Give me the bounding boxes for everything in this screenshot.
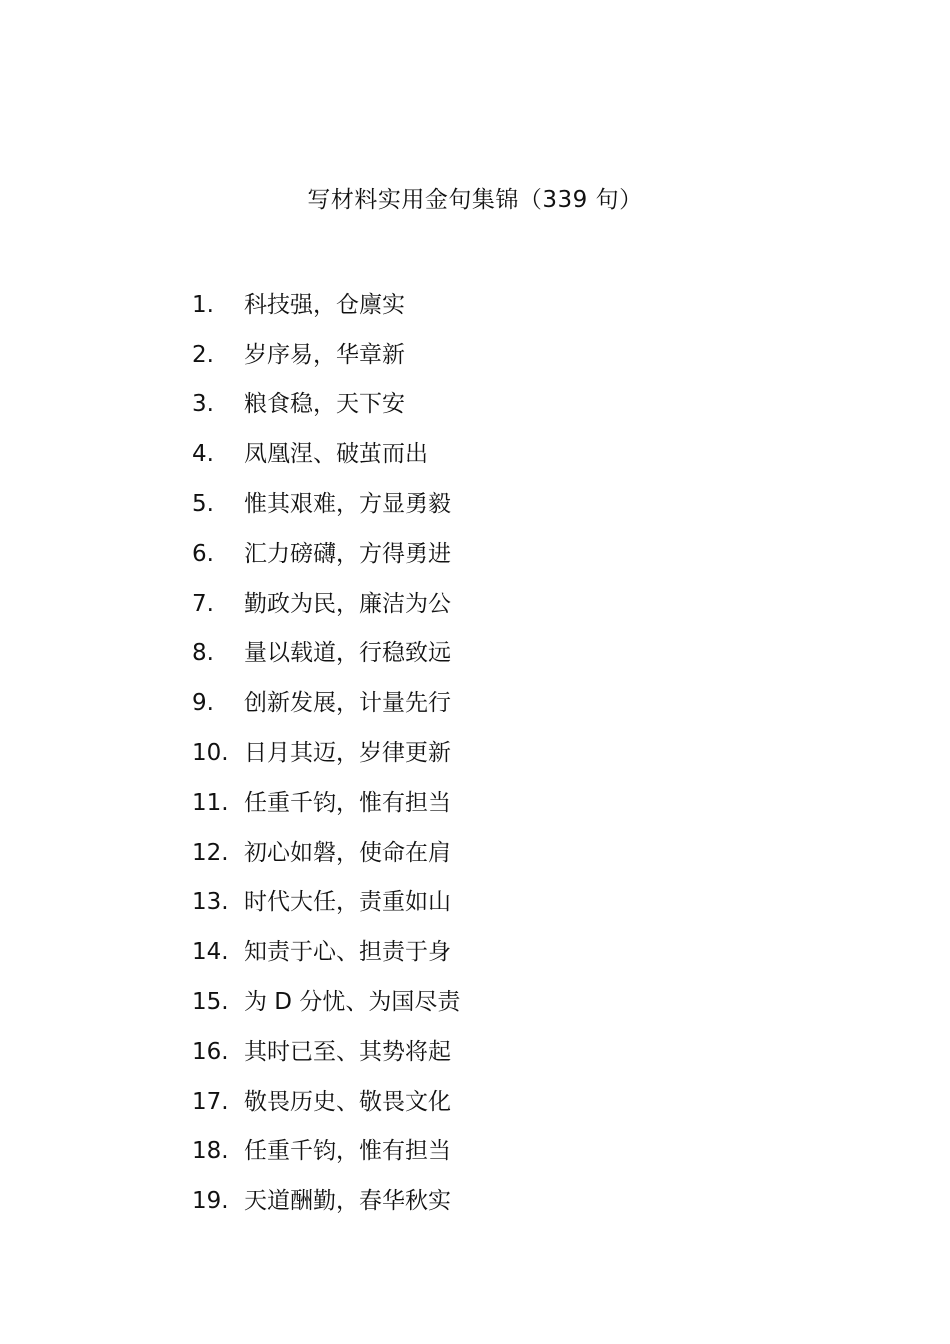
list-item <box>192 529 460 579</box>
list-item <box>192 429 460 479</box>
list-item <box>192 977 460 1027</box>
item-text: 日月其迈，岁律更新 <box>244 740 451 767</box>
item-text: 岁序易，华章新 <box>244 341 405 368</box>
item-number: 6. <box>192 540 214 567</box>
item-text: 其时已至、其势将起 <box>244 1038 451 1065</box>
item-text: 为 D 分忧、为国尽责 <box>244 989 461 1016</box>
item-text: 时代大任，责重如山 <box>244 889 451 916</box>
list-item <box>192 828 460 878</box>
item-number: 4. <box>192 441 214 468</box>
item-text: 汇力磅礴，方得勇进 <box>244 540 451 567</box>
item-number: 19. <box>192 1188 229 1215</box>
item-number: 15. <box>192 989 229 1016</box>
list-item <box>192 629 460 679</box>
item-number: 11. <box>192 789 229 816</box>
item-text: 凤凰涅、破茧而出 <box>244 441 428 468</box>
item-text: 创新发展，计量先行 <box>244 690 451 717</box>
item-text: 粮食稳，天下安 <box>244 391 405 418</box>
item-text: 天道酬勤，春华秋实 <box>244 1188 451 1215</box>
item-number: 16. <box>192 1038 229 1065</box>
list-item <box>192 1127 460 1177</box>
list-item <box>192 579 460 629</box>
item-text: 惟其艰难，方显勇毅 <box>244 491 451 518</box>
item-text: 知责于心、担责于身 <box>244 939 451 966</box>
phrase-list <box>192 280 460 1226</box>
list-item <box>192 927 460 977</box>
list-item <box>192 479 460 529</box>
list-item <box>192 728 460 778</box>
item-number: 10. <box>192 740 229 767</box>
item-text: 科技强，仓廪实 <box>244 291 405 318</box>
item-text: 任重千钧，惟有担当 <box>244 1138 451 1165</box>
item-number: 18. <box>192 1138 229 1165</box>
item-number: 9. <box>192 690 214 717</box>
list-item <box>192 878 460 928</box>
item-number: 13. <box>192 889 229 916</box>
item-number: 1. <box>192 291 214 318</box>
item-text: 任重千钧，惟有担当 <box>244 789 451 816</box>
list-item <box>192 678 460 728</box>
item-text: 量以载道，行稳致远 <box>244 640 451 667</box>
list-item <box>192 778 460 828</box>
item-number: 7. <box>192 590 214 617</box>
item-number: 5. <box>192 491 214 518</box>
item-text: 敬畏历史、敬畏文化 <box>244 1088 451 1115</box>
list-item <box>192 330 460 380</box>
document-title: 写材料实用金句集锦（339 句） <box>307 187 643 213</box>
item-number: 12. <box>192 839 229 866</box>
item-number: 8. <box>192 640 214 667</box>
list-item <box>192 380 460 430</box>
list-item <box>192 280 460 330</box>
list-item <box>192 1176 460 1226</box>
item-text: 勤政为民，廉洁为公 <box>244 590 451 617</box>
item-text: 初心如磐，使命在肩 <box>244 839 451 866</box>
item-number: 3. <box>192 391 214 418</box>
item-number: 17. <box>192 1088 229 1115</box>
list-item <box>192 1027 460 1077</box>
item-number: 2. <box>192 341 214 368</box>
item-number: 14. <box>192 939 229 966</box>
list-item <box>192 1077 460 1127</box>
